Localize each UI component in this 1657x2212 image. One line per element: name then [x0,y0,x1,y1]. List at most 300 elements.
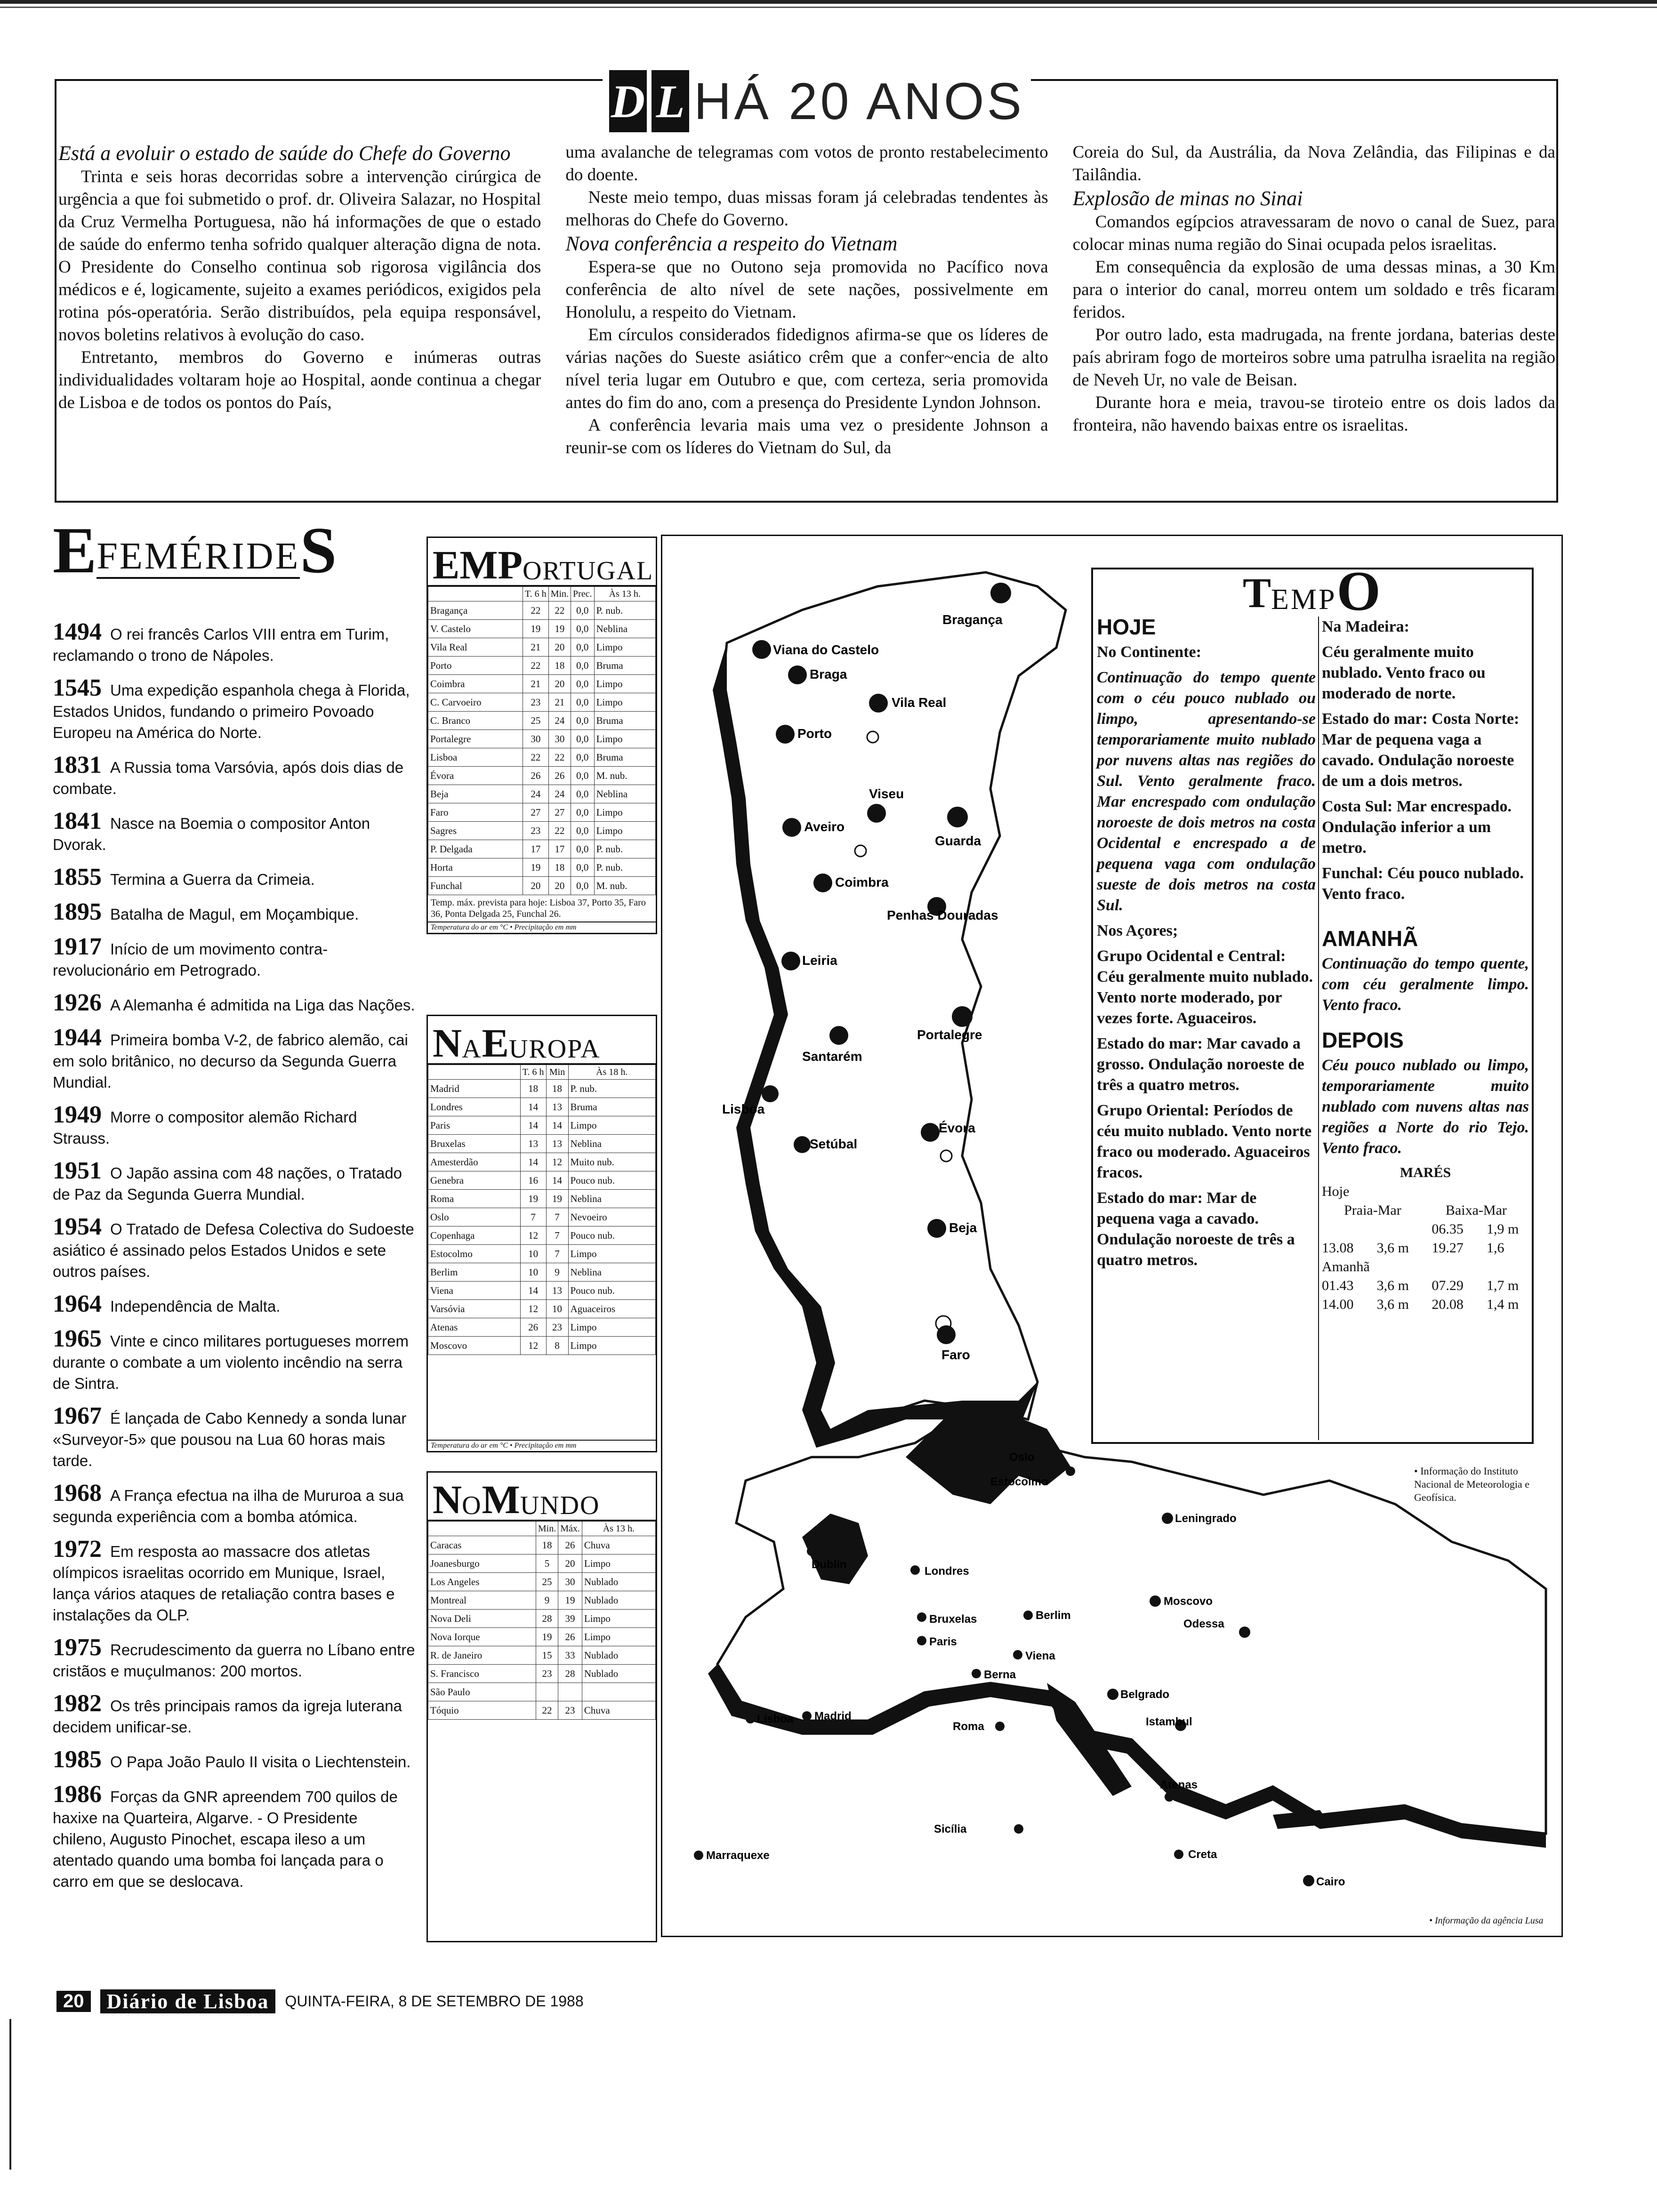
city-berlim-dot [1023,1611,1033,1620]
table-cell: 25 [536,1573,558,1591]
city-lisboa-label: Lisboa [722,1102,765,1116]
city-odessa-dot [1239,1627,1250,1638]
table-row [428,877,656,895]
table-cell: P. Delgada [428,840,523,858]
city-guarda-label: Guarda [935,834,981,848]
tempo-acores-label: Nos Açores; [1097,922,1178,939]
table-row [428,1171,656,1190]
efemeride-item [53,674,415,743]
ha20-paragraph: uma avalanche de telegramas com votos de pronto restabelecimento do doente. [565,143,1048,184]
table-cell: Bruxelas [428,1135,521,1153]
table-cell: Atenas [428,1318,521,1337]
table-row [428,1591,656,1610]
table-cell: 17 [548,840,571,858]
efemeride-item [53,810,415,855]
city-lisboa-dot [762,1085,779,1102]
table-row [428,1683,656,1701]
table-cell: Neblina [594,620,655,638]
table-cell: 27 [523,803,548,822]
efemeride-item [53,1781,415,1892]
portugal-table [428,586,656,895]
table-cell: 24 [548,785,571,803]
table-cell: 7 [520,1208,546,1226]
table-cell: 20 [548,877,571,895]
city-leningrado-dot [1162,1513,1173,1524]
efemeride-item [53,1157,415,1205]
table-row [428,675,656,693]
ha20-columns [58,141,1555,499]
city-faro-dot [937,1325,956,1344]
ha20-subheading: Está a evoluir o estado de saúde do Chefe do Governo [58,142,511,165]
table-cell: Londres [428,1098,521,1116]
table-cell: Coimbra [428,675,523,693]
mares-value [1377,1220,1419,1239]
efemeride-item [53,754,415,799]
table-header-cell: T. 6 h [520,1065,546,1080]
efemeride-item [53,1101,415,1149]
top-rule [0,0,1657,4]
efemeride-text: A França efectua na ilha de Mururoa a sua segunda experiência com a bomba atómica. [53,1487,404,1525]
table-cell: Bruma [594,712,655,730]
table-cell: Estocolmo [428,1245,521,1263]
mares-value: 1,6 [1486,1240,1504,1256]
table-header-cell: Às 18 h. [568,1065,655,1080]
efemeride-year: 1985 [53,1746,102,1773]
table-cell: Moscovo [428,1337,521,1355]
efemerides-list [53,618,415,1903]
table-cell: 26 [558,1628,582,1646]
table-cell: 18 [548,858,571,877]
city-santarem-dot [829,1026,848,1045]
table-cell: 13 [546,1098,568,1116]
table-header-row [428,1065,656,1080]
portugal-note: Temp. máx. prevista para hoje: Lisboa 37, Porto 35, Faro 36, Ponta Delgada 25, Funchal 26. [431,898,646,919]
logo-d-icon: D [609,70,647,132]
table-cell: C. Branco [428,712,523,730]
efemerides-title-first: E [53,514,97,587]
table-cell: 26 [523,767,548,785]
table-cell: 12 [520,1300,546,1318]
table-row [428,693,656,712]
mares-value: 1,4 m [1486,1297,1519,1312]
table-cell: Nublado [582,1573,655,1591]
city-moscovo-label: Moscovo [1164,1595,1213,1608]
table-cell: 30 [558,1573,582,1591]
table-header-cell: Máx. [558,1522,582,1536]
tempo-continente-text: Continuação do tempo quente com o céu pouco nublado ou limpo, apresentando-se temporariamente muito nublado por nuvens altas nas regiões do Sul. Vento geralmente fraco. Mar encrespado com ondulação noroeste de dois metros na costa Ocidental e encrespado a de pequena vaga com ondulação sueste de dois metros na costa Sul. [1097,669,1316,914]
city-viena-label: Viena [1025,1650,1055,1662]
table-cell: 19 [548,620,571,638]
efemeride-text: Recrudescimento da guerra no Líbano entre cristãos e muçulmanos: 200 mortos. [53,1641,415,1680]
ha20-subheading: Nova conferência a respeito do Vietnam [565,232,898,255]
city-lisboa-eu-dot [746,1714,755,1723]
city-roma-label: Roma [953,1720,984,1733]
table-row [428,1628,656,1646]
table-cell: Faro [428,803,523,822]
table-cell: 0,0 [571,638,595,657]
city-atenas-label: Atenas [1160,1779,1198,1791]
mares-value: 14.00 [1322,1297,1354,1312]
efemeride-year: 1982 [53,1690,102,1717]
efemeride-text: O Japão assina com 48 nações, o Tratado de Paz da Segunda Guerra Mundial. [53,1164,402,1203]
tempo-acores-1: Grupo Ocidental e Central: Céu geralmente muito nublado. Vento norte moderado, por vezes forte. Aguaceiros. [1097,947,1313,1027]
city-londres-dot [910,1565,920,1575]
efemeride-year: 1494 [53,618,102,645]
mundo-head-d: UNDO [520,1491,600,1520]
efemeride-item [53,1213,415,1282]
europa-table-box [426,1015,657,1452]
table-row [428,1098,656,1116]
table-cell: Nublado [582,1591,655,1610]
table-cell: Los Angeles [428,1573,536,1591]
table-cell: Bragança [428,601,523,620]
city-braga-label: Braga [810,667,847,681]
table-cell: Nova Deli [428,1610,536,1628]
efemeride-text: Batalha de Magul, em Moçambique. [110,906,359,923]
table-cell: Oslo [428,1208,521,1226]
table-cell: 20 [548,675,571,693]
table-cell: 0,0 [571,620,595,638]
table-cell: 0,0 [571,730,595,748]
table-row [428,620,656,638]
city-dublin-dot [807,1547,816,1556]
table-cell: São Paulo [428,1683,536,1701]
tempo-acores-4: Estado do mar: Mar de pequena vaga a cavado. Ondulação noroeste de três a quatro metros. [1097,1189,1295,1269]
table-cell: Caracas [428,1536,536,1555]
city-beja-label: Beja [949,1220,977,1235]
efemeride-year: 1954 [53,1213,102,1240]
table-cell: Aguaceiros [568,1300,655,1318]
table-cell: 21 [548,693,571,712]
table-cell: Bruma [594,748,655,767]
table-cell: 14 [520,1153,546,1171]
city-leiria-dot [781,952,800,970]
map-credit: • Informação da agência Lusa [1429,1915,1544,1926]
city-madrid-label: Madrid [814,1710,852,1723]
city-viseu-label: Viseu [869,786,904,801]
table-cell: Évora [428,767,523,785]
efemeride-year: 1964 [53,1290,102,1317]
efemeride-item [53,618,415,666]
tempo-continente-label: No Continente: [1097,643,1201,661]
efemeride-year: 1972 [53,1536,102,1563]
mundo-table-box [426,1471,657,1942]
mares-value: 3,6 m [1376,1240,1409,1256]
mundo-head-c: M [482,1477,520,1522]
table-cell: 14 [546,1171,568,1190]
city-vilareal-label: Vila Real [892,695,947,710]
efemeride-item [53,933,415,981]
table-row [428,1701,656,1720]
europa-head-a: N [433,1020,462,1066]
efemeride-year: 1949 [53,1101,102,1128]
table-row [428,822,656,840]
efemerides-title-mid: FEMÉRIDE [97,537,300,579]
city-porto-dot [776,725,795,744]
table-cell: 0,0 [571,877,595,895]
table-row [428,748,656,767]
tempo-madeira-2: Estado do mar: Costa Norte: Mar de pequena vaga a cavado. Ondulação noroeste de um a dois metros. [1322,710,1520,790]
table-cell: 18 [546,1080,568,1098]
city-moscovo-dot [1150,1595,1161,1607]
table-row [428,1318,656,1337]
table-cell: M. nub. [594,767,655,785]
table-row [428,730,656,748]
efemeride-text: Termina a Guerra da Crimeia. [110,871,315,888]
city-atenas-dot [1165,1792,1174,1802]
table-row [428,1665,656,1683]
city-evora-dot [921,1123,940,1142]
table-row [428,1135,656,1153]
table-cell: Limpo [582,1555,655,1573]
table-cell: 18 [548,657,571,675]
ha20-col-3 [1073,141,1555,499]
city-bruxelas-label: Bruxelas [929,1613,977,1626]
table-cell [582,1683,655,1701]
table-cell: 23 [558,1701,582,1720]
efemeride-item [53,1405,415,1471]
efemeride-item [53,1690,415,1738]
europa-table-spacer [428,1355,656,1440]
tempo-col-left [1097,617,1316,1275]
table-cell: 8 [546,1337,568,1355]
table-cell: 22 [548,601,571,620]
table-cell: 23 [536,1665,558,1683]
europa-head-c: E [482,1020,509,1066]
mares-baixa-label: Baixa-Mar [1445,1202,1507,1218]
table-cell: 24 [548,712,571,730]
table-cell: 12 [520,1226,546,1245]
city-roma-dot [995,1722,1005,1731]
tempo-madeira-4: Funchal: Céu pouco nublado. Vento fraco. [1322,865,1524,903]
table-row [428,1208,656,1226]
table-cell: Limpo [568,1337,655,1355]
tempo-amanha-text: Continuação do tempo quente, com céu geralmente limpo. Vento fraco. [1322,955,1529,1014]
city-guarda-dot [947,807,968,827]
city-leiria-label: Leiria [802,953,837,968]
margin-mark [9,2019,11,2170]
tempo-head-a: T [1243,570,1271,617]
table-cell: 7 [546,1245,568,1263]
mares-row [1322,1295,1529,1314]
table-cell: 0,0 [571,748,595,767]
efemeride-text: Morre o compositor alemão Richard Strauss. [53,1108,357,1147]
city-estocolmo-label: Estocolmo [990,1475,1048,1488]
table-header-cell: Às 13 h. [582,1522,655,1536]
efemeride-year: 1965 [53,1325,102,1352]
efemeride-year: 1968 [53,1480,102,1507]
table-row [428,785,656,803]
table-cell: 20 [558,1555,582,1573]
mares-title: MARÉS [1400,1165,1451,1180]
table-cell: M. nub. [594,877,655,895]
ha20-title: HÁ 20 ANOS [694,72,1024,130]
table-cell: 9 [536,1591,558,1610]
efemerides-title [53,514,382,587]
city-viana-label: Viana do Castelo [773,642,879,657]
mares-value: 01.43 [1322,1278,1354,1293]
mundo-head-a: N [433,1477,462,1522]
table-cell: P. nub. [594,601,655,620]
portugal-head-b: P [498,542,523,587]
table-cell: Berlim [428,1263,521,1282]
city-bruxelas-dot [917,1612,926,1622]
mares-hoje-rows [1322,1220,1529,1258]
table-cell: 14 [520,1282,546,1300]
tempo-credit: • Informação do Instituto Nacional de Meteorologia e Geofísica. [1414,1465,1529,1503]
table-cell: Limpo [582,1610,655,1628]
city-penhas-label: Penhas Douradas [887,908,998,922]
portugal-table-header [428,538,656,586]
table-cell: 13 [546,1282,568,1300]
mares-praia-label: Praia-Mar [1344,1202,1401,1218]
table-cell: 30 [548,730,571,748]
city-viana-dot [752,640,771,659]
efemeride-text: O Tratado de Defesa Colectiva do Sudoeste asiático é assinado pelos Estados Unidos e sete outros países. [53,1220,414,1280]
table-cell: Limpo [594,693,655,712]
table-row [428,1282,656,1300]
table-cell: Pouco nub. [568,1226,655,1245]
mares-block [1322,1163,1529,1314]
table-cell: Portalegre [428,730,523,748]
table-cell: 5 [536,1555,558,1573]
table-header-cell: Min. [536,1522,558,1536]
table-cell: Lisboa [428,748,523,767]
table-cell: Muito nub. [568,1153,655,1171]
table-cell: 23 [546,1318,568,1337]
table-cell: 7 [546,1208,568,1226]
ha20-paragraph: Espera-se que no Outono seja promovida no Pacífico nova conferência de alto nível de sete nações, possivelmente em Honolulu, a respeito do Vietnam. [565,257,1048,322]
table-row [428,840,656,858]
table-header-cell: Prec. [571,587,595,601]
table-cell: Joanesburgo [428,1555,536,1573]
table-cell: 20 [523,877,548,895]
efemeride-text: A Russia toma Varsóvia, após dois dias de combate. [53,759,404,797]
table-row [428,1263,656,1282]
efemeride-item [53,1746,415,1773]
table-cell: 24 [523,785,548,803]
efemeride-year: 1926 [53,989,102,1016]
table-cell: 18 [536,1536,558,1555]
table-cell: Limpo [594,730,655,748]
table-cell: Madrid [428,1080,521,1098]
city-dublin-label: Dublin [812,1558,847,1571]
mares-amanha-rows [1322,1276,1529,1314]
table-row [428,1610,656,1628]
table-cell: 10 [546,1300,568,1318]
table-cell [558,1683,582,1701]
table-cell: 7 [546,1226,568,1245]
table-cell: 19 [546,1190,568,1208]
table-cell: Copenhaga [428,1226,521,1245]
city-londres-label: Londres [925,1565,969,1578]
table-cell: 19 [523,858,548,877]
efemeride-text: Independência de Malta. [110,1298,281,1315]
table-cell: 22 [523,748,548,767]
mares-subheads [1322,1201,1529,1220]
ha20-paragraph: A conferência levaria mais uma vez o presidente Johnson a reunir-se com os líderes do Vietnam do Sul, da [565,416,1048,457]
table-header-row [428,587,656,601]
mares-value: 07.29 [1432,1278,1464,1293]
mares-value: 13.08 [1322,1240,1354,1256]
table-cell: Varsóvia [428,1300,521,1318]
efemeride-text: A Alemanha é admitida na Liga das Nações. [110,996,415,1014]
table-cell: Nublado [582,1646,655,1665]
table-cell: 22 [548,748,571,767]
table-cell: 12 [546,1153,568,1171]
city-evora-label: Évora [939,1121,975,1135]
table-cell: Limpo [594,803,655,822]
table-cell: 0,0 [571,675,595,693]
ha20-col-2 [565,141,1048,499]
table-cell: P. nub. [568,1080,655,1098]
city-lisboa-eu-label: Lisboa [757,1713,794,1725]
table-cell: Nevoeiro [568,1208,655,1226]
mares-row [1322,1239,1529,1258]
portugal-foot: Temperatura do ar em °C • Precipitação em mm [428,922,656,933]
city-cairo-label: Cairo [1316,1875,1345,1888]
table-cell: P. nub. [594,858,655,877]
ha20-header [603,66,1031,136]
city-paris-label: Paris [929,1635,957,1648]
mundo-table-header [428,1473,656,1521]
logo-l-icon: L [652,70,689,132]
table-cell: Vila Real [428,638,523,657]
table-cell: 10 [520,1245,546,1263]
portugal-head-a: EM [433,542,498,587]
ha20-paragraph: Comandos egípcios atravessaram de novo o canal de Suez, para colocar minas numa região do Sinai ocupada pelos israelitas. [1072,212,1555,254]
efemeride-year: 1855 [53,864,102,890]
efemeride-year: 1951 [53,1157,102,1184]
table-cell: 14 [520,1098,546,1116]
table-cell: Sagres [428,822,523,840]
table-cell: Genebra [428,1171,521,1190]
tempo-divider [1318,617,1319,1440]
city-braganca-dot [990,583,1011,603]
table-cell: Limpo [568,1245,655,1263]
table-cell: 0,0 [571,767,595,785]
mares-value: 3,6 m [1376,1297,1409,1312]
table-cell: 9 [546,1263,568,1282]
table-cell: Funchal [428,877,523,895]
efemeride-text: Em resposta ao massacre dos atletas olímpicos israelitas ocorrido em Munique, Israel, lança vários ataques de retaliação contra bases e instalações da OLP. [53,1543,395,1624]
mares-value [1322,1220,1364,1239]
table-cell: Limpo [594,822,655,840]
city-oslo-label: Oslo [1009,1451,1035,1464]
table-cell: 0,0 [571,657,595,675]
efemeride-item [53,1536,415,1626]
table-row [428,1226,656,1245]
city-braganca-label: Bragança [942,612,1003,627]
table-cell: Paris [428,1116,521,1135]
table-cell: 26 [520,1318,546,1337]
efemeride-text: Nasce na Boemia o compositor Anton Dvorak. [53,815,370,853]
table-cell: 20 [548,638,571,657]
city-beja-dot [927,1219,946,1238]
ha20-paragraph: Em círculos considerados fidedignos afirma-se que os líderes de várias nações do Sueste asiático crêm que a confer~encia de alto nível teria lugar em Outubro e que, com certeza, seria promovida antes do fim do ano, com a presença do Presidente Lyndon Johnson. [565,325,1048,412]
city-berna-label: Berna [984,1668,1016,1681]
efemerides-title-last: S [300,514,337,587]
efemeride-item [53,866,415,890]
table-cell: 22 [536,1701,558,1720]
table-cell: 14 [546,1116,568,1135]
table-row [428,1337,656,1355]
table-cell: 28 [558,1665,582,1683]
efemeride-year: 1975 [53,1634,102,1661]
ha20-col-1 [58,141,541,499]
city-sicilia-label: Sicília [934,1823,967,1835]
table-header-row [428,1522,656,1536]
